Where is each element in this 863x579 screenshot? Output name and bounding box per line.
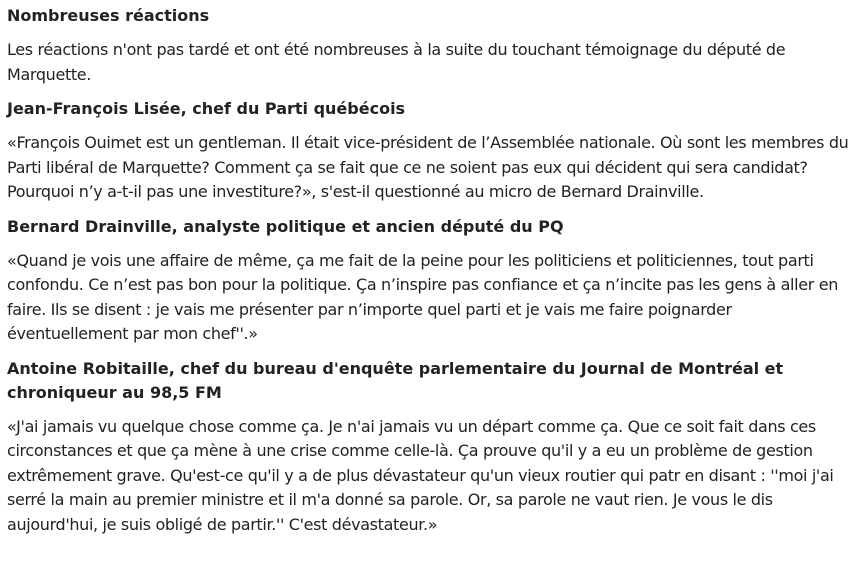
section-heading-robitaille: Antoine Robitaille, chef du bureau d'enquête parlementaire du Journal de Montréal et chroniqueur au 98,5 FM bbox=[7, 358, 784, 402]
section-heading-lisee: Jean-François Lisée, chef du Parti québécois bbox=[7, 99, 406, 118]
quote-robitaille: «J'ai jamais vu quelque chose comme ça. Je n'ai jamais vu un départ comme ça. Que ce soit fait dans ces circonstances et que ça mène à une crise comme celle-là. Ça prouve qu'il y a eu un problème de gestion extrêmement grave. Qu'est-ce qu'il y a de plus dévastateur qu'un vieux routier qui patr en disant : ''moi j'ai serré la main au premier ministre et il m'a donné sa parole. Or, sa parole ne vaut rien. Je vous le dis aujourd'hui, je suis obligé de partir.'' C'est dévastateur.» bbox=[7, 416, 834, 534]
section-heading-reactions: Nombreuses réactions bbox=[7, 6, 210, 25]
section-heading-drainville: Bernard Drainville, analyste politique et ancien député du PQ bbox=[7, 216, 564, 236]
section-paragraph-reactions: Les réactions n'ont pas tardé et ont été nombreuses à la suite du touchant témoignage du député de Marquette. bbox=[7, 40, 786, 84]
quote-lisee: «François Ouimet est un gentleman. Il était vice-président de l’Assemblée nationale. Où sont les membres du Parti libéral de Marquette? Comment ça se fait que ce ne soient pas eux qui décident qui sera candidat? Pourquoi n’y a-t-il pas une investiture?», s'est-il questionné au micro de Bernard Drainville. bbox=[7, 133, 849, 201]
quote-drainville: «Quand je vois une affaire de même, ça me fait de la peine pour les politiciens et politiciennes, tout parti confondu. Ce n’est pas bon pour la politique. Ça n’inspire pas confiance et ça n’incite pas les gens à aller en faire. Ils se disent : je vais me présenter par n’importe quel parti et je vais me faire poignarder éventuellement par mon chef''.» bbox=[7, 250, 838, 343]
